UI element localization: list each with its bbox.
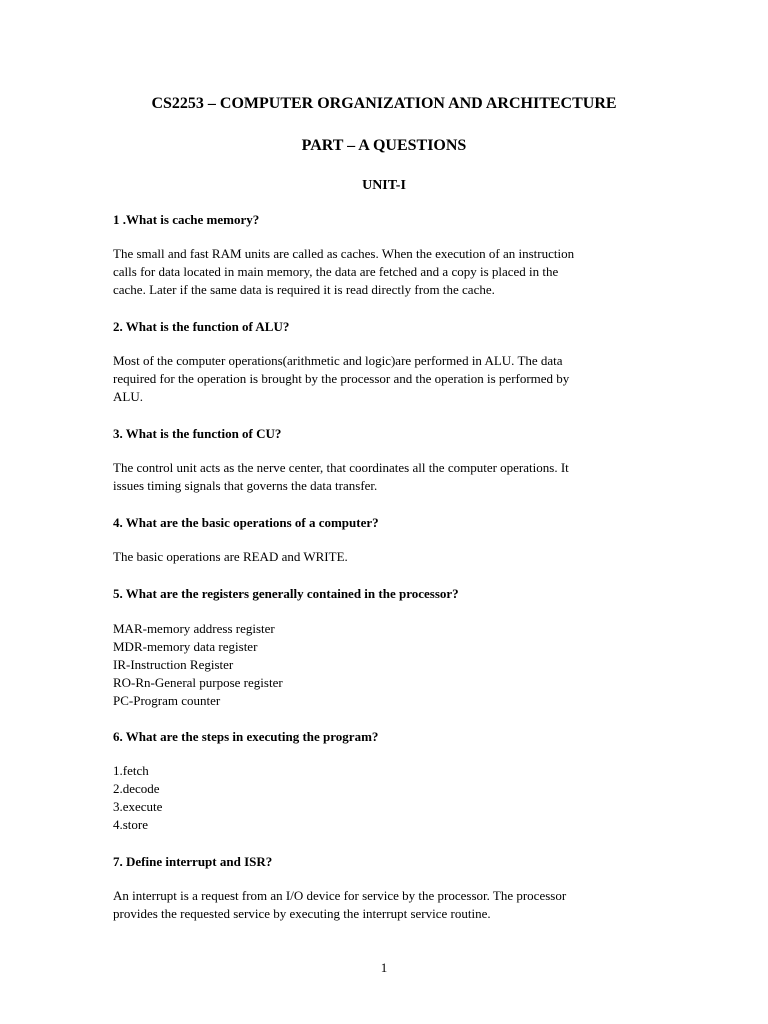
question-3: 3. What is the function of CU? [113, 426, 282, 441]
answer-3 [113, 459, 658, 495]
question-5: 5. What are the registers generally contained in the processor? [113, 586, 459, 601]
answer-line: calls for data located in main memory, the data are fetched and a copy is placed in the [113, 264, 559, 279]
answer-line: PC-Program counter [113, 693, 221, 708]
question-1: 1 .What is cache memory? [113, 212, 260, 227]
page-number: 1 [380, 960, 388, 975]
answer-line: 1.fetch [113, 763, 149, 778]
answer-line: An interrupt is a request from an I/O device for service by the processor. The processor [113, 888, 567, 903]
answer-line: The basic operations are READ and WRITE. [113, 549, 348, 564]
answer-line: MDR-memory data register [113, 639, 258, 654]
answer-line: The small and fast RAM units are called as caches. When the execution of an instruction [113, 246, 575, 261]
answer-5 [113, 620, 658, 710]
answer-line: required for the operation is brought by the processor and the operation is performed by [113, 371, 570, 386]
course-title: CS2253 – COMPUTER ORGANIZATION AND ARCHITECTURE [151, 95, 617, 112]
answer-7 [113, 887, 658, 923]
answer-line: RO-Rn-General purpose register [113, 675, 283, 690]
answer-1 [113, 245, 658, 299]
answer-line: MAR-memory address register [113, 621, 275, 636]
answer-line: Most of the computer operations(arithmetic and logic)are performed in ALU. The data [113, 353, 563, 368]
answer-line: provides the requested service by executing the interrupt service routine. [113, 906, 491, 921]
answer-4 [113, 548, 658, 566]
answer-line: The control unit acts as the nerve center, that coordinates all the computer operations. It [113, 460, 569, 475]
answer-2 [113, 352, 658, 406]
answer-6 [113, 762, 658, 834]
answer-line: 4.store [113, 817, 149, 832]
question-7: 7. Define interrupt and ISR? [113, 854, 273, 869]
part-title: PART – A QUESTIONS [301, 137, 467, 154]
question-4: 4. What are the basic operations of a computer? [113, 515, 379, 530]
unit-title: UNIT-I [362, 178, 406, 193]
answer-line: 3.execute [113, 799, 163, 814]
answer-line: 2.decode [113, 781, 160, 796]
question-6: 6. What are the steps in executing the program? [113, 729, 379, 744]
question-2: 2. What is the function of ALU? [113, 319, 290, 334]
answer-line: issues timing signals that governs the data transfer. [113, 478, 378, 493]
answer-line: IR-Instruction Register [113, 657, 234, 672]
answer-line: ALU. [113, 389, 143, 404]
answer-line: cache. Later if the same data is required it is read directly from the cache. [113, 282, 495, 297]
